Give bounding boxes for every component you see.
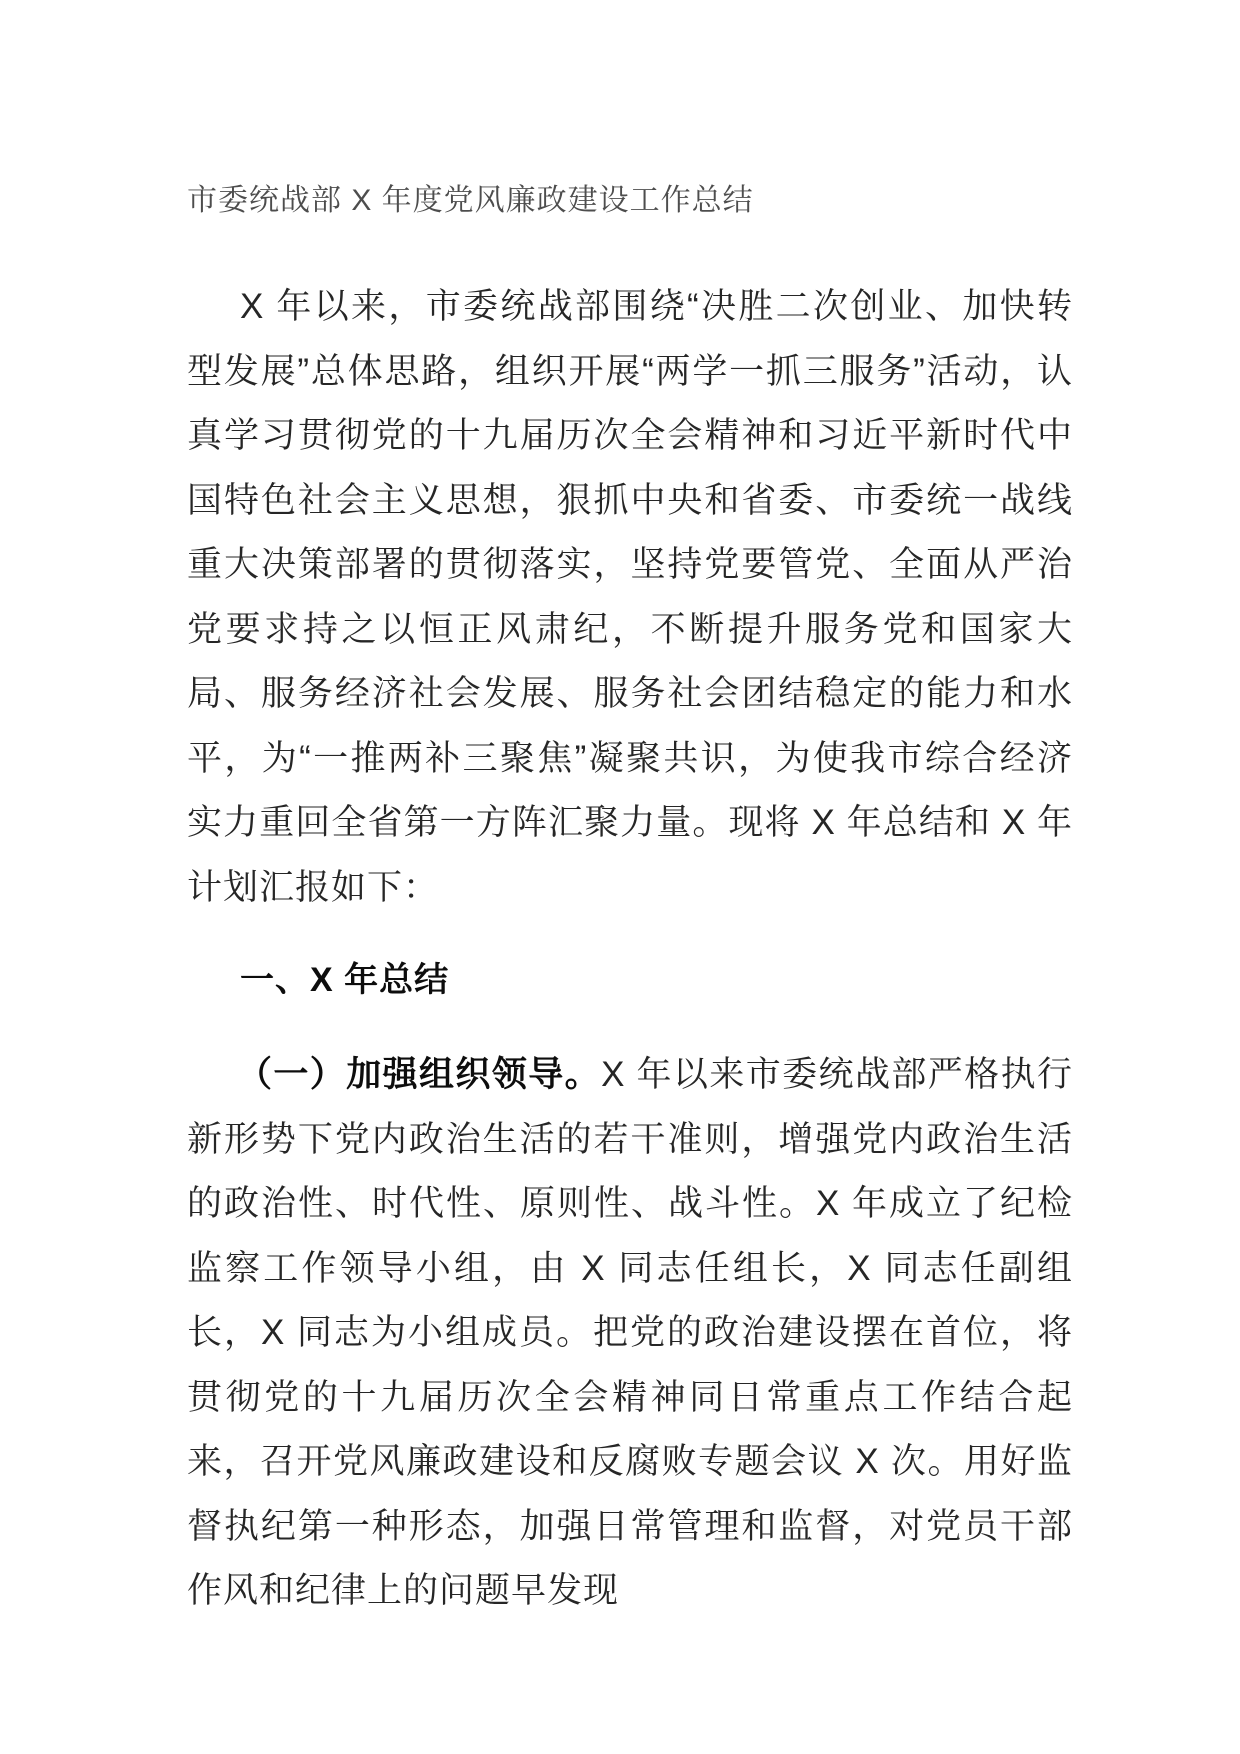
section-heading: 一、X 年总结: [240, 961, 450, 999]
subsection-label: （一）加强组织领导。: [237, 1055, 602, 1094]
intro-paragraph: X 年以来，市委统战部围绕“决胜二次创业、加快转型发展”总体思路，组织开展“两学一抓三服务”活动，认真学习贯彻党的十九届历次全会精神和习近平新时代中国特色社会主义思想，狠抓中央和省委、市委统一战线重大决策部署的贯彻落实，坚持党要管党、全面从严治党要求持之以恒正风肃纪，不断提升服务党和国家大局、服务经济社会发展、服务社会团结稳定的能力和水平，为“一推两补三聚焦”凝聚共识，为使我市综合经济实力重回全省第一方阵汇聚力量。现将 X 年总结和 X 年计划汇报如下：: [187, 287, 1073, 907]
document-title: 市委统战部 X 年度党风廉政建设工作总结: [187, 184, 754, 217]
subsection-text: X 年以来市委统战部严格执行新形势下党内政治生活的若干准则，增强党内政治生活的政治性、时代性、原则性、战斗性。X 年成立了纪检监察工作领导小组，由 X 同志任组长，X 同志任副组长，X 同志为小组成员。把党的政治建设摆在首位，将贯彻党的十九届历次全会精神同日常重点工作结合起来，召开党风廉政建设和反腐败专题会议 X 次。用好监督执纪第一种形态，加强日常管理和监督，对党员干部作风和纪律上的问题早发现: [187, 1055, 1073, 1610]
document-content: [187, 0, 1073, 1624]
subsection-paragraph: [187, 1043, 1073, 1624]
